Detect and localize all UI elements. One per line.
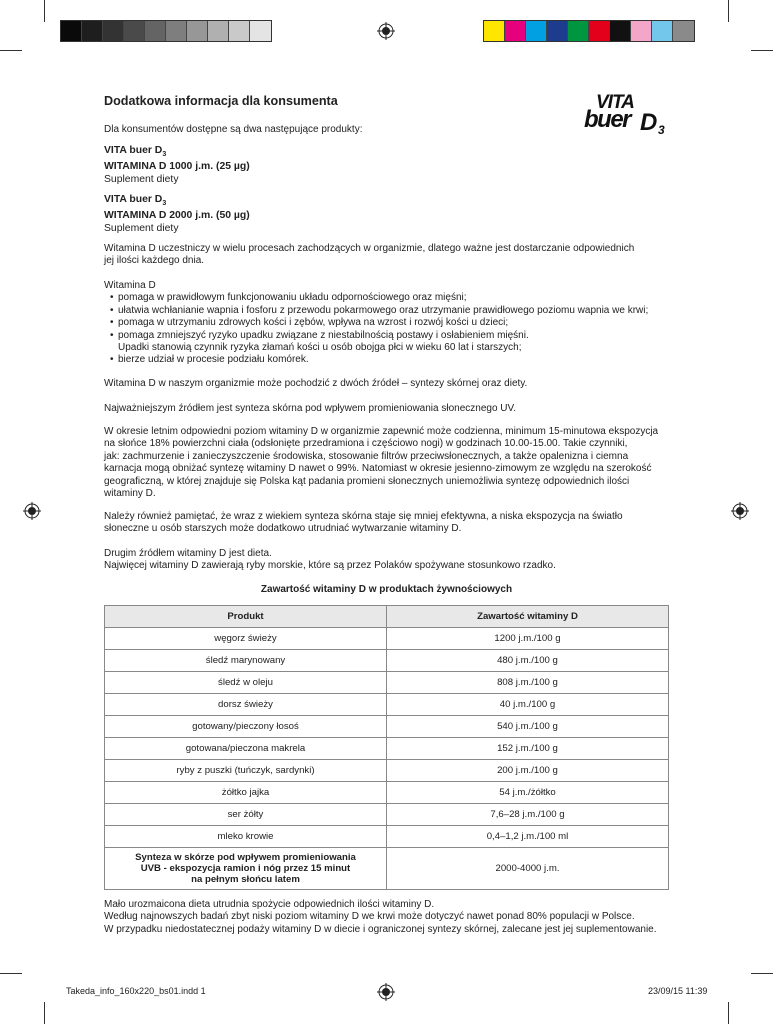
crop-mark: [0, 50, 22, 51]
color-swatch: [484, 21, 505, 41]
product-2: [104, 194, 674, 235]
table-cell: śledź marynowany: [105, 650, 387, 672]
list-note: Upadki stanowią czynnik ryzyka złamań kości u osób obojga płci w wieku 60 lat i starszych;: [118, 342, 522, 354]
table-cell: 40 j.m./100 g: [387, 694, 669, 716]
gray-swatch: [103, 21, 124, 41]
paragraph-summer: [104, 426, 674, 500]
gray-swatch: [229, 21, 250, 41]
table-cell: gotowana/pieczona makrela: [105, 738, 387, 760]
table-row: [105, 826, 669, 848]
gray-swatch: [61, 21, 82, 41]
list-item: • ułatwia wchłanianie wapnia i fosforu z przewodu pokarmowego oraz utrzymanie prawidłowego poziomu wapnia we krwi;: [112, 305, 674, 317]
paragraph-main-source: Najważniejszym źródłem jest synteza skórna pod wpływem promieniowania słonecznego UV.: [104, 403, 517, 414]
table-cell: dorsz świeży: [105, 694, 387, 716]
color-swatch: [547, 21, 568, 41]
product-type: Suplement diety: [104, 173, 179, 185]
table-cell: 480 j.m./100 g: [387, 650, 669, 672]
table-cell: 54 j.m./żółtko: [387, 782, 669, 804]
gray-swatch: [124, 21, 145, 41]
table-row: [105, 738, 669, 760]
text-line: W okresie letnim odpowiedni poziom witaminy D w organizmie zapewnić może codzienna, minimum 15-minutowa ekspozycja: [104, 426, 659, 437]
table-row: [105, 716, 669, 738]
color-swatch: [673, 21, 694, 41]
table-cell: śledź w oleju: [105, 672, 387, 694]
benefits-list: [104, 292, 674, 342]
text-line: W przypadku niedostatecznej podaży witaminy D w diecie i ograniczonej syntezy skórnej, zalecane jest jej suplementowanie.: [104, 923, 657, 935]
table-cell: gotowany/pieczony łosoś: [105, 716, 387, 738]
color-swatch: [568, 21, 589, 41]
footer-date: 23/09/15 11:39: [648, 986, 708, 996]
table-cell: 540 j.m./100 g: [387, 716, 669, 738]
product-dose: WITAMINA D 2000 j.m. (50 µg): [104, 210, 250, 222]
crop-mark: [0, 973, 22, 974]
benefits-section: [104, 280, 674, 367]
table-cell: [105, 848, 387, 890]
gray-swatch: [250, 21, 271, 41]
list-heading: Witamina D: [104, 280, 156, 291]
text-line: jak: zachmurzenie i zanieczyszczenie środowiska, stosowanie filtrów przeciwsłonecznych, a także opalenizna i ciemna: [104, 450, 629, 462]
table-row: [105, 694, 669, 716]
table-cell: 200 j.m./100 g: [387, 760, 669, 782]
product-name-sub: 3: [162, 200, 167, 208]
product-1: [104, 145, 674, 186]
logo-d: D: [640, 109, 658, 136]
registration-mark-icon: [377, 983, 395, 1001]
product-name: VITA buer D: [104, 194, 163, 205]
crop-mark: [751, 973, 773, 974]
text-line: Witamina D uczestniczy w wielu procesach zachodzących w organizmie, dlatego ważne jest dostarczanie odpowiednich: [104, 243, 635, 254]
table-cell: 808 j.m./100 g: [387, 672, 669, 694]
text-line: UVB - ekspozycja ramion i nóg przez 15 minut: [140, 863, 351, 874]
crop-mark: [728, 1002, 729, 1024]
text-line: Mało urozmaicona dieta utrudnia spożycie odpowiednich ilości witaminy D.: [104, 899, 435, 910]
text-line: Według najnowszych badań zbyt niski poziom witaminy D we krwi może dotyczyć nawet ponad 80% populacji w Polsce.: [104, 911, 635, 923]
color-swatch: [610, 21, 631, 41]
benefits-list-cont: [104, 354, 674, 366]
crop-mark: [728, 0, 729, 22]
text-line: geograficzną, w której znajduje się Polska kąt padania promieni słonecznych uniemożliwia syntezę odpowiednich ilości: [104, 475, 630, 487]
list-item: • pomaga w prawidłowym funkcjonowaniu układu odpornościowego oraz mięśni;: [112, 292, 674, 304]
gray-swatch: [82, 21, 103, 41]
closing-paragraph: [104, 899, 679, 936]
column-header: Produkt: [105, 606, 387, 628]
text-line: słoneczne u osób starszych może dodatkowo utrudniać wytwarzanie witaminy D.: [104, 523, 462, 535]
table-header-row: [105, 606, 669, 628]
table-cell: mleko krowie: [105, 826, 387, 848]
registration-mark-icon: [23, 502, 41, 520]
table-row: [105, 650, 669, 672]
text-line: karnacja mogą obniżać syntezę witaminy D nawet o 99%. Natomiast w okresie jesienno-zimowym ze względu na szerokość: [104, 463, 652, 475]
process-color-bar: [483, 20, 695, 42]
list-item: • pomaga w utrzymaniu zdrowych kości i zębów, wpływa na wzrost i rozwój kości u dzieci;: [112, 317, 674, 329]
color-swatch: [631, 21, 652, 41]
gray-swatch: [208, 21, 229, 41]
text-line: Synteza w skórze pod wpływem promieniowania: [135, 852, 356, 863]
table-cell: 0,4–1,2 j.m./100 ml: [387, 826, 669, 848]
table-cell: 1200 j.m./100 g: [387, 628, 669, 650]
text-line: Najwięcej witaminy D zawierają ryby morskie, które są przez Polaków spożywane stosunkowo rzadko.: [104, 560, 556, 572]
color-swatch: [526, 21, 547, 41]
logo-vita: VITA: [596, 92, 634, 113]
table-cell: ryby z puszki (tuńczyk, sardynki): [105, 760, 387, 782]
logo-buer: buer: [584, 106, 631, 133]
paragraph-sources: Witamina D w naszym organizmie może pochodzić z dwóch źródeł – syntezy skórnej oraz diety.: [104, 378, 528, 389]
crop-mark: [44, 1002, 45, 1024]
text-line: Drugim źródłem witaminy D jest dieta.: [104, 548, 272, 559]
gray-swatch: [187, 21, 208, 41]
color-swatch: [652, 21, 673, 41]
registration-mark-icon: [731, 502, 749, 520]
table-row-synthesis: [105, 848, 669, 890]
paragraph-age: [104, 511, 674, 536]
table-cell: żółtko jajka: [105, 782, 387, 804]
gray-swatch: [166, 21, 187, 41]
table-title: Zawartość witaminy D w produktach żywnościowych: [260, 584, 513, 595]
crop-mark: [751, 50, 773, 51]
grayscale-bar: [60, 20, 272, 42]
list-item: • pomaga zmniejszyć ryzyko upadku związane z niestabilnością postawy i osłabieniem mięśni.: [112, 330, 674, 342]
table-row: [105, 628, 669, 650]
table-cell: węgorz świeży: [105, 628, 387, 650]
gray-swatch: [145, 21, 166, 41]
text-line: na słońce 18% powierzchni ciała (odsłonięte przedramiona i częściowo nogi) w godzinach 10.00-15.00. Takie czynniki,: [104, 438, 628, 450]
vitamin-d-table: [104, 605, 669, 890]
logo-sub: 3: [658, 123, 665, 137]
column-header: Zawartość witaminy D: [387, 606, 669, 628]
table-cell: 7,6–28 j.m./100 g: [387, 804, 669, 826]
crop-mark: [44, 0, 45, 22]
table-row: [105, 804, 669, 826]
intro-text: Dla konsumentów dostępne są dwa następujące produkty:: [104, 124, 363, 135]
list-item: • bierze udział w procesie podziału komórek.: [112, 354, 674, 366]
table-cell: 152 j.m./100 g: [387, 738, 669, 760]
product-name-sub: 3: [162, 151, 167, 159]
table-cell: ser żółty: [105, 804, 387, 826]
registration-mark-icon: [377, 22, 395, 40]
text-line: jej ilości każdego dnia.: [104, 255, 205, 267]
color-swatch: [589, 21, 610, 41]
table-row: [105, 672, 669, 694]
table-cell: 2000-4000 j.m.: [387, 848, 669, 890]
paragraph-intro: [104, 243, 674, 268]
paragraph-diet: [104, 548, 674, 573]
footer-file: Takeda_info_160x220_bs01.indd 1: [66, 986, 206, 996]
product-type: Suplement diety: [104, 222, 179, 234]
text-line: na pełnym słońcu latem: [191, 874, 300, 885]
text-line: Należy również pamiętać, że wraz z wiekiem synteza skórna staje się mniej efektywna, a niska ekspozycja na światło: [104, 511, 623, 522]
page-title: Dodatkowa informacja dla konsumenta: [104, 94, 338, 108]
text-line: witaminy D.: [104, 488, 156, 500]
product-name: VITA buer D: [104, 145, 163, 156]
product-dose: WITAMINA D 1000 j.m. (25 µg): [104, 161, 250, 173]
table-row: [105, 760, 669, 782]
table-row: [105, 782, 669, 804]
color-swatch: [505, 21, 526, 41]
